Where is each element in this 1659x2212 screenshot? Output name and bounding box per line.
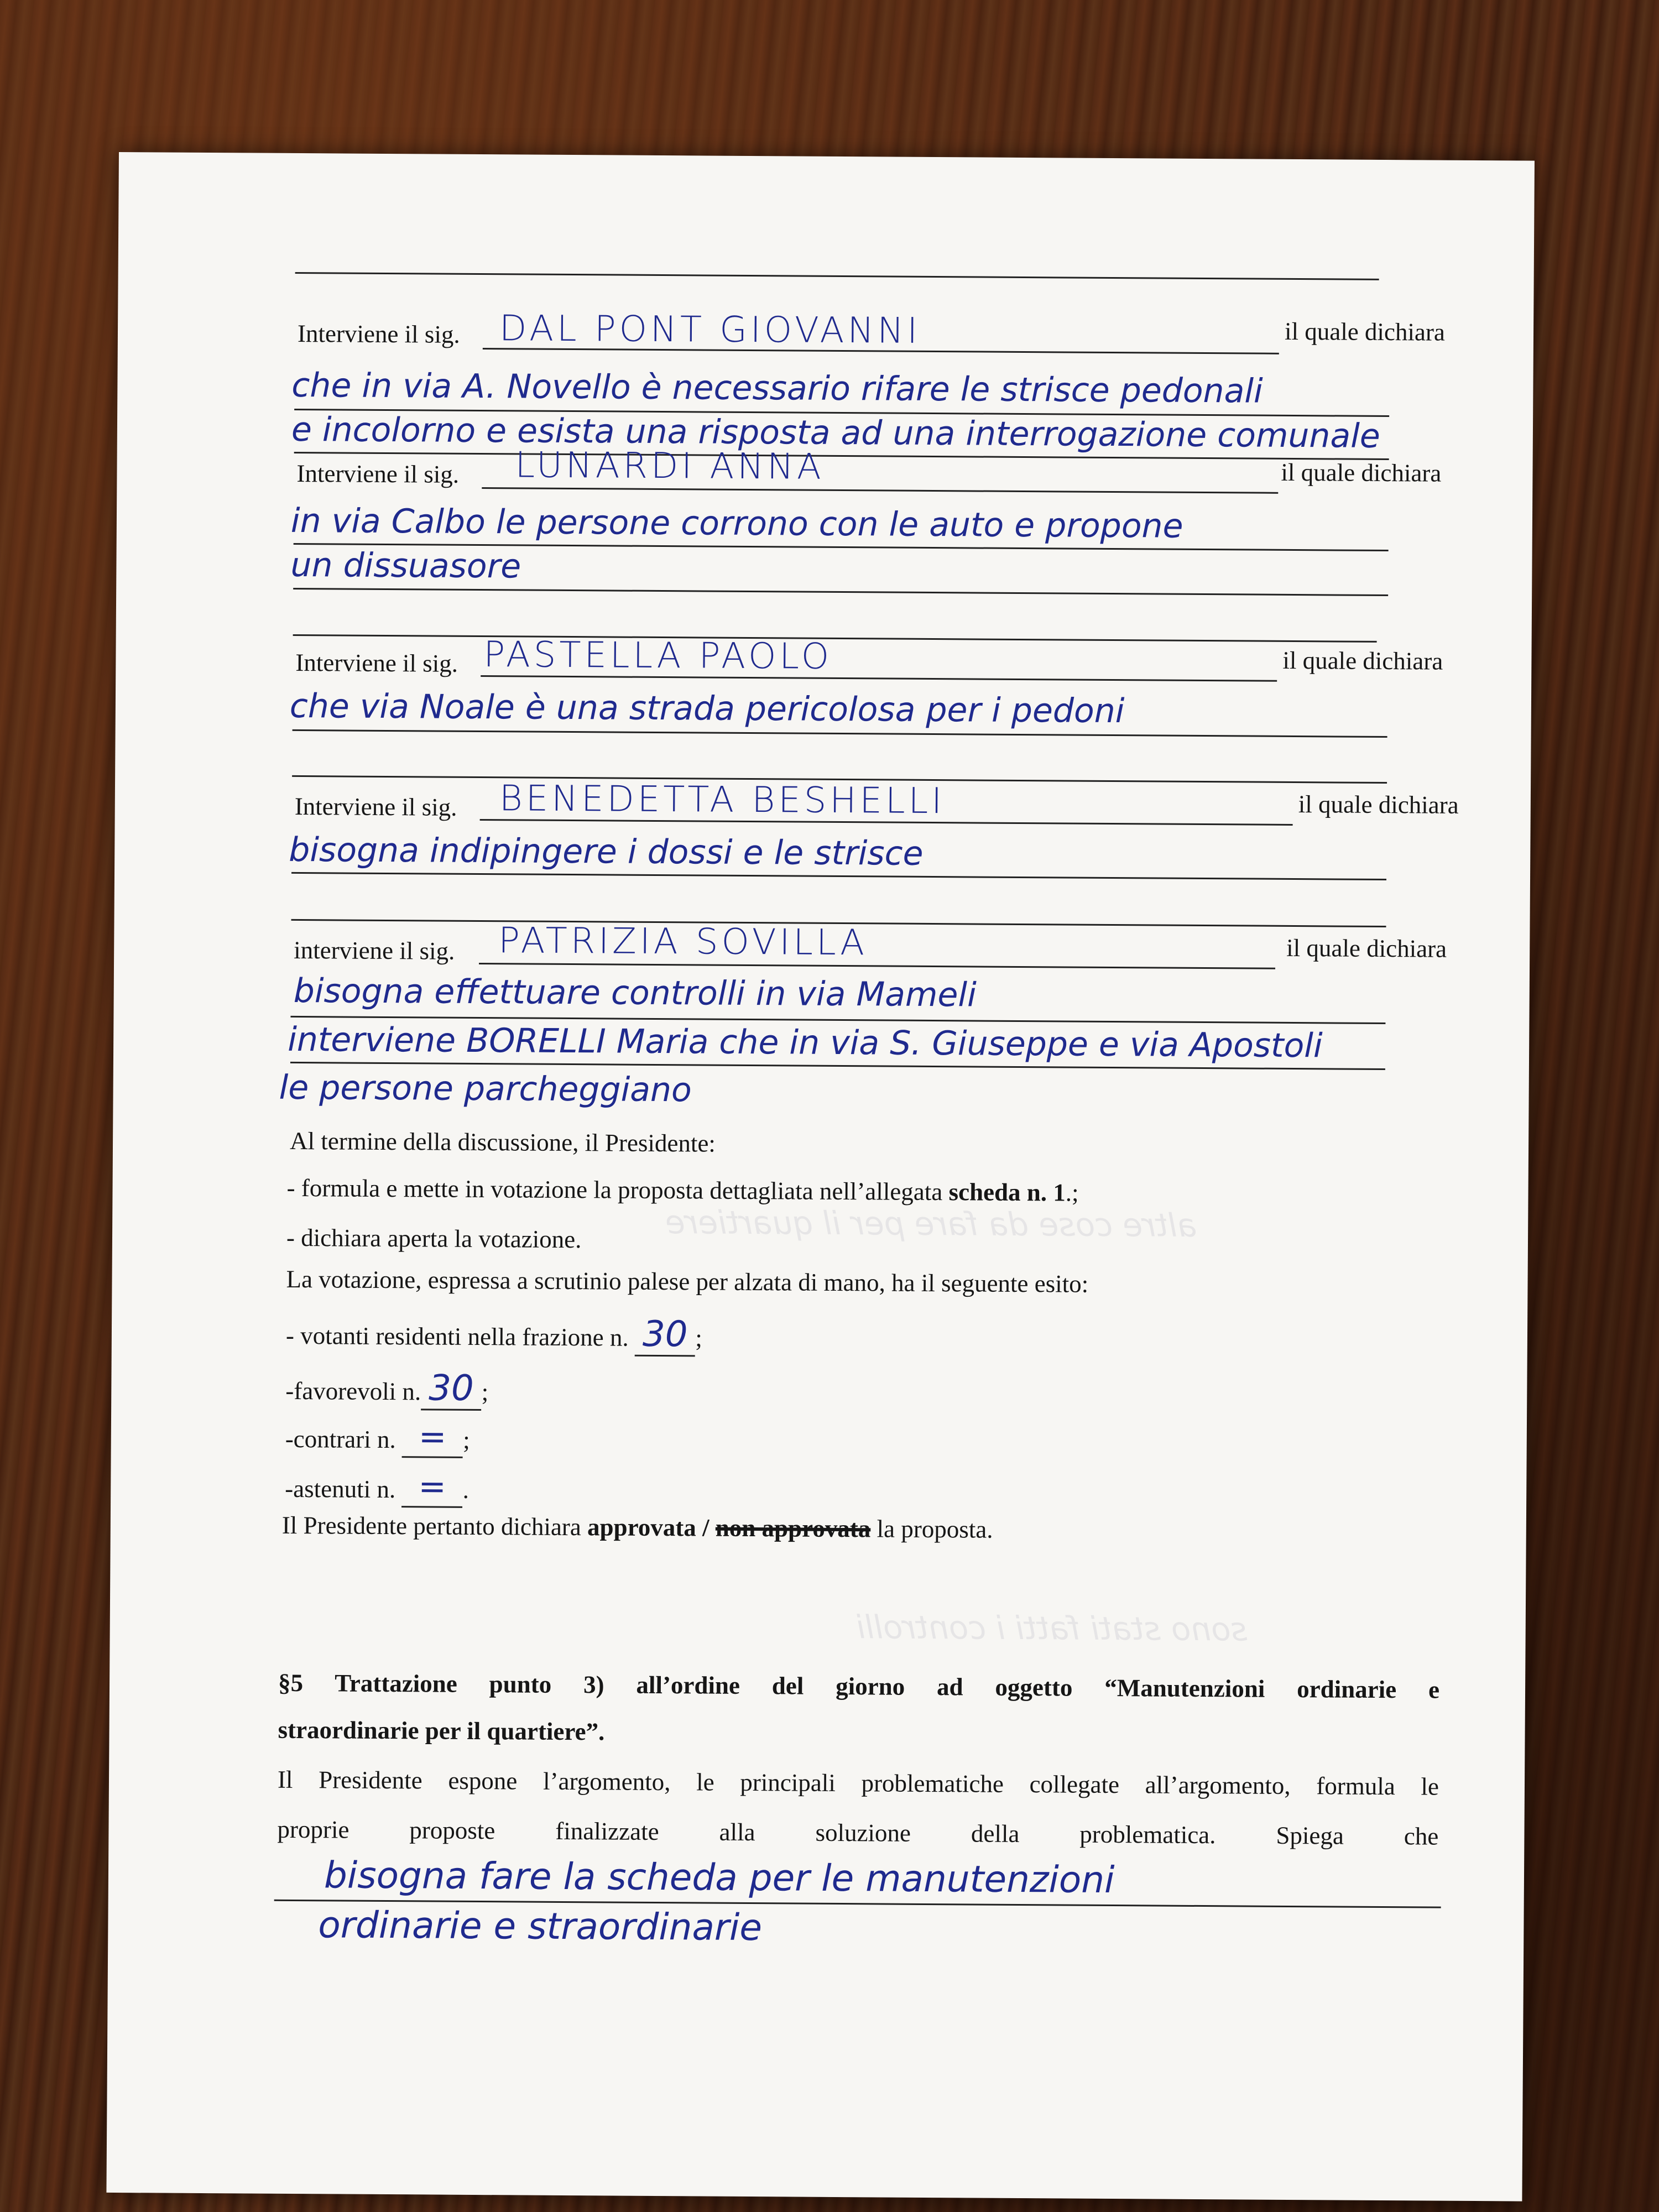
abstain-label: -astenuti n. <box>285 1474 396 1504</box>
intervention-2-prefix: Interviene il sig. <box>296 459 460 488</box>
against-label: -contrari n. <box>285 1425 396 1454</box>
intervention-2-line-1: in via Calbo le persone corrono con le auto e propone <box>290 501 1183 546</box>
discussion-end: Al termine della discussione, il Presidente: <box>289 1126 716 1157</box>
against-value: = <box>402 1417 463 1458</box>
bleed-through-2: altre cose da fare per il quartiere <box>665 1203 1197 1244</box>
intervention-1-line-2: e incolorno e esista una risposta ad una interrogazione comunale <box>291 410 1381 456</box>
intervention-2-rule-2 <box>293 588 1388 596</box>
section5-heading-line2: straordinarie per il quartiere”. <box>278 1715 605 1746</box>
formula-end: .; <box>1065 1178 1079 1207</box>
intervention-3-prefix: Interviene il sig. <box>295 648 458 677</box>
body-word: problematica. <box>1079 1820 1216 1849</box>
section5-body-line1: Il Presidente espone l’argomento, le principali problematiche collegate all’argomento, formula le <box>277 1765 1439 1801</box>
intervention-5-suffix: il quale dichiara <box>1286 933 1447 963</box>
document-page <box>106 152 1534 2201</box>
section5-body-line2 <box>277 1815 1438 1851</box>
result-pre: Il Presidente pertanto dichiara <box>281 1511 582 1541</box>
discussion-formula <box>286 1173 1078 1207</box>
voters-label: - votanti residenti nella frazione n. <box>285 1321 629 1352</box>
intervention-1-prefix: Interviene il sig. <box>297 319 460 348</box>
abstain-end: . <box>462 1475 469 1504</box>
result-approved: approvata / <box>587 1513 709 1542</box>
intervention-3-suffix: il quale dichiara <box>1282 646 1443 675</box>
intervention-4-prefix: Interviene il sig. <box>294 792 457 821</box>
intervention-2-rule-3 <box>293 634 1377 643</box>
voters-value: 30 <box>635 1314 696 1357</box>
section5-heading-line1: §5 Trattazione punto 3) all’ordine del giorno ad oggetto “Manutenzioni ordinarie e <box>278 1668 1440 1704</box>
intervention-4-rule-1 <box>291 872 1386 880</box>
result-line <box>282 1511 993 1544</box>
intervention-3-rule-1 <box>293 729 1387 738</box>
intervention-3-name: PASTELLA PAOLO <box>483 634 833 677</box>
discussion-opens: - dichiara aperta la votazione. <box>286 1223 582 1254</box>
favor-row <box>285 1367 488 1409</box>
intervention-1-suffix: il quale dichiara <box>1284 317 1446 346</box>
intervention-4-line-1: bisogna indipingere i dossi e le strisce <box>289 830 924 873</box>
intervention-5-line-3: le persone parcheggiano <box>279 1068 692 1110</box>
body-word: proposte <box>409 1816 495 1845</box>
intervention-3-line-1: che via Noale è una strada pericolosa per i pedoni <box>289 686 1125 731</box>
intervention-2-line-2: un dissuasore <box>290 545 521 586</box>
body-word: proprie <box>277 1815 349 1844</box>
intervention-2-name-line <box>482 487 1278 494</box>
bleed-through-1: sono stati fatti i controlli <box>856 1608 1248 1648</box>
intervention-5-name: PATRIZIA SOVILLA <box>498 920 868 964</box>
intervention-2-suffix: il quale dichiara <box>1281 458 1442 487</box>
formula-scheda: scheda n. 1 <box>948 1178 1066 1207</box>
intervention-5-name-line <box>479 963 1275 969</box>
body-word: soluzione <box>815 1818 911 1847</box>
favor-value: 30 <box>421 1368 482 1411</box>
voters-row <box>286 1312 702 1355</box>
result-not-approved: non approvata <box>715 1514 871 1543</box>
intervention-5-prefix: interviene il sig. <box>294 936 455 965</box>
intervention-1-name: DAL PONT GIOVANNI <box>499 308 921 352</box>
abstain-value: = <box>401 1467 463 1508</box>
intervention-3-name-line <box>481 675 1277 682</box>
body-word: finalizzate <box>555 1817 659 1846</box>
voters-end: ; <box>695 1324 703 1352</box>
intervention-5-line-2: interviene BORELLI Maria che in via S. Giuseppe e via Apostoli <box>287 1020 1323 1066</box>
abstain-row <box>285 1467 469 1506</box>
section5-handwritten-1: bisogna fare la scheda per le manutenzioni <box>324 1854 1115 1902</box>
body-word: che <box>1404 1822 1439 1850</box>
body-word: Spiega <box>1276 1821 1344 1850</box>
against-row <box>285 1417 470 1457</box>
intervention-5-line-1: bisogna effettuare controlli in via Mameli <box>293 971 977 1015</box>
result-post: la proposta. <box>877 1515 993 1543</box>
intervention-2-name: LUNARDI ANNA <box>515 445 825 488</box>
intervention-4-suffix: il quale dichiara <box>1298 790 1459 819</box>
top-rule <box>295 272 1379 280</box>
section5-handwritten-2: ordinarie e straordinarie <box>318 1903 763 1949</box>
favor-label: -favorevoli n. <box>285 1376 421 1406</box>
intervention-4-name: BENEDETTA BESHELLI <box>499 778 946 822</box>
body-word: alla <box>719 1818 755 1846</box>
body-word: della <box>971 1819 1020 1848</box>
intervention-1-line-1: che in via A. Novello è necessario rifare le strisce pedonali <box>291 366 1263 411</box>
against-end: ; <box>463 1426 470 1454</box>
favor-end: ; <box>481 1378 489 1406</box>
discussion-outcome: La votazione, espressa a scrutinio palese per alzata di mano, ha il seguente esito: <box>286 1265 1089 1298</box>
formula-text: - formula e mette in votazione la proposta dettagliata nell’allegata <box>286 1173 943 1206</box>
